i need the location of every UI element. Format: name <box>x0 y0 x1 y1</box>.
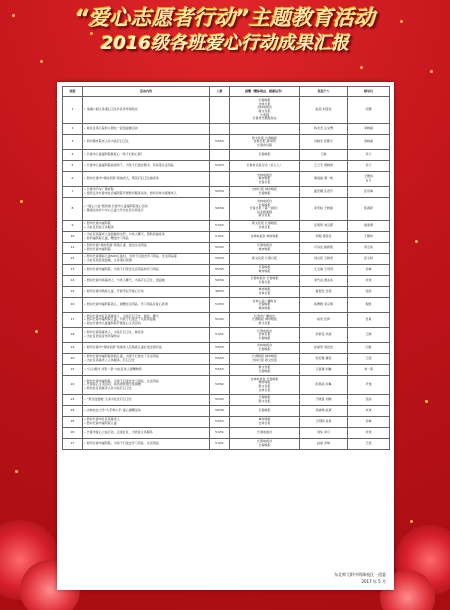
cell-count: 51/51 <box>210 428 230 439</box>
cell-donation: 新文化报 长春晚报 <box>230 365 300 376</box>
cell-initiator: 杨雯 张伊 <box>300 313 348 328</box>
cell-donation: 吉林电视台 长春晚报 长春日报（第一颁奖） 东北新闻网 新文化报 <box>230 198 300 221</box>
cell-counselor: 李兰 <box>348 161 390 172</box>
cell-donation: 吉林电视台 城市晚报 <box>230 232 300 243</box>
table-row <box>63 376 390 395</box>
cell-initiator: 于晓莲 刘晓 <box>300 395 348 406</box>
cell-count: 51/53 <box>210 161 230 172</box>
cell-counselor: 王滢 <box>348 354 390 365</box>
sparkle <box>35 330 38 333</box>
column-header: 班级 <box>63 87 83 97</box>
cell-no: 14 <box>63 276 83 287</box>
table-row <box>63 97 390 124</box>
sparkle <box>360 66 363 69</box>
cell-no: 2 <box>63 124 83 135</box>
table-row <box>63 406 390 417</box>
table-row <box>63 276 390 287</box>
cell-count: 56/56 <box>210 198 230 221</box>
table-row <box>63 172 390 187</box>
title-block <box>0 6 450 56</box>
cell-initiator: 赵茹 刘佳莹 <box>300 97 348 124</box>
cell-initiator: 杨龙龙 吕文博 <box>300 124 348 135</box>
cell-count: 56/56 <box>210 276 230 287</box>
cell-counselor: 刘一燕 <box>348 365 390 376</box>
cell-counselor: 王雅伟 <box>348 232 390 243</box>
table-row <box>63 328 390 343</box>
cell-no: 16 <box>63 298 83 313</box>
column-header: 发起个人 <box>300 87 348 97</box>
table-row <box>63 232 390 243</box>
cell-counselor: 施泰源 <box>348 221 390 232</box>
cell-count: 52/54 <box>210 187 230 198</box>
table-row <box>63 354 390 365</box>
cell-content: • 慰问长春市残疾儿童，开展手拉手爱心行动 <box>83 287 210 298</box>
table-row <box>63 124 390 135</box>
cell-counselor: 李兰 <box>348 150 390 161</box>
cell-counselor: 朱欢 <box>348 406 390 417</box>
table-header-row <box>63 87 390 97</box>
cell-content: • 慰问长春市福利院，为孩子们送去学习用品、生活用品 <box>83 439 210 450</box>
activity-table <box>62 86 390 450</box>
cell-content: • 慰问长春市福利院，为孩子们送去学习用品、生活用品 • 开展爱心义卖活动，将所得款项全部捐赠 • 慰问社区孤寡老人并为其打扫卫生 <box>83 376 210 395</box>
page-subtitle: 2016级各班爱心行动成果汇报 <box>100 33 350 54</box>
cell-count: 56/56 <box>210 406 230 417</box>
cell-no: 7 <box>63 187 83 198</box>
cell-counselor: 王滢 <box>348 439 390 450</box>
cell-count <box>210 172 230 187</box>
cell-initiator: 刘华 李月 <box>300 428 348 439</box>
cell-donation: 长春电视台 长春晚报 长春日报 <box>230 276 300 287</box>
table-row <box>63 150 390 161</box>
cell-donation: 吉林人民广播电台 长春晚报 城市晚报 <box>230 298 300 313</box>
cell-no: 19 <box>63 343 83 354</box>
table-row <box>63 313 390 328</box>
cell-no: 8 <box>63 198 83 221</box>
cell-no: 12 <box>63 254 83 265</box>
cell-no: 9 <box>63 221 83 232</box>
cell-counselor: 朱欢 <box>348 428 390 439</box>
cell-count: 51/51 <box>210 232 230 243</box>
cell-counselor: 宋娜 <box>348 97 390 124</box>
cell-count: 53/53 <box>210 365 230 376</box>
cell-content: • 慰问长春市福利院，为孩子们带去生活用品和学习用品 <box>83 265 210 276</box>
cell-content: • 慰问长春市孤寡老人，与老人聊天，为其打扫卫生，送温暖 <box>83 276 210 287</box>
cell-initiator: 李紫莹 朱娟 <box>300 328 348 343</box>
cell-counselor: 尹逸 <box>348 376 390 395</box>
cell-counselor: 张有梅 <box>348 187 390 198</box>
cell-no: 27 <box>63 439 83 450</box>
sparkle <box>40 60 43 63</box>
cell-content: • 南湖公园义务清扫卫生并宣传环保知识 <box>83 97 210 124</box>
cell-no: 6 <box>63 172 83 187</box>
cell-initiator: 孙丽雪 刘世洁 <box>300 343 348 354</box>
table-row <box>63 365 390 376</box>
cell-initiator: 武晓琪 赵琦 <box>300 406 348 417</box>
cell-count: 52/52 <box>210 417 230 428</box>
cell-initiator: 李竹贞 唐冰冰 <box>300 276 348 287</box>
cell-initiator: 王文瑜 王玥玥 <box>300 265 348 276</box>
table-row <box>63 243 390 254</box>
cell-donation: 吉林电视台 长春晚报 城市晚报 新文化报 吉林日报 <box>230 376 300 395</box>
cell-no: 21 <box>63 365 83 376</box>
cell-no: 10 <box>63 232 83 243</box>
page-title: “爱心志愿者行动”主题教育活动 <box>74 6 376 30</box>
cell-donation: 长春市关爱行动（启人人） <box>230 161 300 172</box>
cell-content: • 慰问长春市“我的家园”孤独老人，帮其打扫卫生做家务 <box>83 172 210 187</box>
sparkle <box>425 400 428 403</box>
cell-initiator: 唐雨涵 谭一鸣 <box>300 172 348 187</box>
table-row <box>63 198 390 221</box>
cell-initiator: 翟智浩 吕朋 <box>300 287 348 298</box>
table-row <box>63 417 390 428</box>
table-row <box>63 395 390 406</box>
cell-count: 52/52 <box>210 395 230 406</box>
cell-donation: 新文化报 长春晚报 吉林日报 <box>230 221 300 232</box>
cell-counselor: 李晓丽 <box>348 135 390 150</box>
cell-no: 15 <box>63 287 83 298</box>
cell-donation <box>230 124 300 135</box>
cell-content: • 慰问长春市福利院孤残儿童，为孩子们送去了生活用品 • 为社区孤寡老人义务服务，打扫卫生 <box>83 354 210 365</box>
cell-initiator: 杨博雅 李宗明 <box>300 298 348 313</box>
cell-no: 24 <box>63 406 83 417</box>
cell-initiator: 卢诗洁 崔新艳 <box>300 243 348 254</box>
table-row <box>63 428 390 439</box>
table-row <box>63 221 390 232</box>
cell-counselor: 王晓 <box>348 328 390 343</box>
cell-content: • 慰问长春市“我的家园”孤寡老人及残疾儿童并送去慰问品 <box>83 343 210 354</box>
cell-count: 51/53 <box>210 298 230 313</box>
column-header: 辅导员 <box>348 87 390 97</box>
cell-count: 52/52 <box>210 135 230 150</box>
cell-donation: 吉林电视台 长春晚报 <box>230 343 300 354</box>
table-row <box>63 298 390 313</box>
cell-donation: 城市晚报 吉林日报 <box>230 287 300 298</box>
cell-no: 18 <box>63 328 83 343</box>
cell-donation: 长春晚报 城市晚报 <box>230 265 300 276</box>
column-header: 捐赠（赠体现由、感谢信等） <box>230 87 300 97</box>
cell-donation: 长春电视台 城市晚报 <box>230 243 300 254</box>
cell-content: • 慰问长春“我的家园”孤残儿童，送去生活用品 • 慰问长春市福利院 <box>83 243 210 254</box>
column-header: 活动内容 <box>83 87 210 97</box>
cell-count: 52/52 <box>210 376 230 395</box>
sparkle <box>15 470 18 473</box>
cell-counselor: 李梅 <box>348 265 390 276</box>
table-row <box>63 287 390 298</box>
cell-content: • “以心相伴 共筑一起”为社区老人捐赠物资 <box>83 365 210 376</box>
cell-content: • 长春市儿童福利院看望孩子，为孩子们送去图书、玩具等生活用品 <box>83 161 210 172</box>
cell-no: 26 <box>63 428 83 439</box>
cell-initiator: 王新越 刘琳 <box>300 365 348 376</box>
footer-org: 东北师大附中明珠校区 · 团委 <box>334 572 386 577</box>
cell-content: • 慰问长春市福利院孤儿，捐赠生活用品、学习用品及爱心款项 <box>83 298 210 313</box>
cell-content: • 慰问长春市福利院 • 为社区居民义务服务 <box>83 221 210 232</box>
table-row <box>63 187 390 198</box>
cell-donation: 长春晚报 <box>230 150 300 161</box>
cell-content: • 前往区孤儿院的小朋友一起送温暖活动 <box>83 124 210 135</box>
cell-no: 5 <box>63 161 83 172</box>
cell-donation: 新文化报 长春晚报 吉林日报 新华网 长春市妇联 <box>230 135 300 150</box>
cell-initiator: 李笑晗 于晓蕾 <box>300 198 348 221</box>
cell-counselor: 吴曼 <box>348 313 390 328</box>
cell-initiator: 赵丽 李琪 <box>300 439 348 450</box>
cell-initiator: 杜宏雁 魏佳 <box>300 354 348 365</box>
cell-content: • 慰问敬老院老人并为其打扫卫生 <box>83 135 210 150</box>
cell-no: 23 <box>63 395 83 406</box>
cell-counselor: 孙玉娇 <box>348 254 390 265</box>
cell-count <box>210 97 230 124</box>
cell-donation: 吉林日报 城市晚报 长春晚报 <box>230 187 300 198</box>
cell-initiator: 张明琦 刘云霞 <box>300 221 348 232</box>
cell-donation: 长春电视台 长春晚报 <box>230 439 300 450</box>
cell-donation: 新文化报 长春日报 <box>230 254 300 265</box>
table-row <box>63 254 390 265</box>
cell-content: • “寒冬送温暖”义务为社区打扫卫生 <box>83 395 210 406</box>
cell-initiator: 陈思雨 李琳 <box>300 376 348 395</box>
cell-content: • 慰问长春国际儿童SOS儿童村，为孩子们送去学习用品、生活用品等 • 为社区居民送温暖，义务清扫街道 <box>83 254 210 265</box>
cell-donation: 长春电视台 吉林日报 长春晚报 <box>230 328 300 343</box>
cell-content: • 吉林农业大学“大手牵小手”爱心捐赠活动 <box>83 406 210 417</box>
cell-initiator: 李聪 谭佳宜 <box>300 232 348 243</box>
cell-count: 51/51 <box>210 328 230 343</box>
cell-counselor: 朱欢 <box>348 276 390 287</box>
cell-counselor: 陈春阳 <box>348 198 390 221</box>
table-row <box>63 343 390 354</box>
table-row <box>63 135 390 150</box>
cell-counselor: 李芷炫 <box>348 243 390 254</box>
cell-count: 54/54 <box>210 254 230 265</box>
cell-donation: 长春晚报 吉林日报 吉林电视台 新文化报 长春网 长春市志愿服务站 <box>230 97 300 124</box>
sparkle <box>430 70 433 73</box>
cell-initiator: 刘文佳 王晓雪 <box>300 254 348 265</box>
cell-count: 48/53 <box>210 287 230 298</box>
cell-initiator: 王敏 <box>300 150 348 161</box>
cell-donation: 长春电视台 <box>230 428 300 439</box>
cell-count: 53/55 <box>210 343 230 354</box>
cell-no: 17 <box>63 313 83 328</box>
cell-content: • 为社区孤寡老人送温暖和关怀，与老人聊天，帮助其做家务 • 慰问福利院儿童，赠送学习用品 <box>83 232 210 243</box>
cell-content: • “微尘公益”服务团·长春市儿童福利院爱心活动 • 募捐活动并与中心儿童大学生社区共同进行 <box>83 198 210 221</box>
cell-counselor: 程凯 <box>348 298 390 313</box>
footer-date: 2017 年 5 月 <box>361 579 386 584</box>
cell-no: 22 <box>63 376 83 395</box>
cell-counselor: 王雅伟 古义 <box>348 172 390 187</box>
cell-no: 11 <box>63 243 83 254</box>
table-body <box>63 97 390 450</box>
cell-count: 51/52 <box>210 221 230 232</box>
cell-content: • 长春市爱心公益行动，走进社区，为居民义务服务 <box>83 428 210 439</box>
cell-donation: 长春晚报 <box>230 406 300 417</box>
sparkle <box>415 240 418 243</box>
table-row <box>63 161 390 172</box>
sparkle <box>410 520 413 523</box>
table-row <box>63 265 390 276</box>
cell-content: • 慰问长春孤寡老人，为其打扫卫生、做家务 • 为社区居民宣传环保知识 <box>83 328 210 343</box>
cell-count: 55/55 <box>210 265 230 276</box>
cell-no: 20 <box>63 354 83 365</box>
cell-content: • 长春市儿童福利院献爱心（孩子们的心愿） <box>83 150 210 161</box>
cell-count: 52/52 <box>210 243 230 254</box>
cell-donation: 长春晚报 新文化报 <box>230 395 300 406</box>
cell-donation: 城市晚报 吉林日报 <box>230 417 300 428</box>
cell-count: 52/52 <box>210 313 230 328</box>
cell-initiator: 王明明 袁君 <box>300 417 348 428</box>
table-row <box>63 439 390 450</box>
cell-count <box>210 150 230 161</box>
sparkle <box>20 200 23 203</box>
cell-no: 13 <box>63 265 83 276</box>
cell-count: 52/52 <box>210 354 230 365</box>
cell-content: • 长春市汽车厂敬老院 • 组织走访长春市社会福利院开展慰问服务活动，慰问对象为困难老人 <box>83 187 210 198</box>
cell-no: 1 <box>63 97 83 124</box>
cell-donation: 长春晚报 城市晚报 吉林日报 新文化报 <box>230 354 300 365</box>
cell-donation: 吉林电视台 城市晚报 长春日报 <box>230 172 300 187</box>
cell-count: 51/51 <box>210 439 230 450</box>
cell-count <box>210 124 230 135</box>
cell-no: 25 <box>63 417 83 428</box>
cell-content: • 慰问长春市社区孤寡老人 • 慰问长春市福利院儿童 <box>83 417 210 428</box>
cell-counselor: 李晓娟 <box>348 124 390 135</box>
cell-counselor: 张丽 <box>348 395 390 406</box>
cell-content: • 慰问长春市社区孤寡老人，为其打扫卫生、做饭、聊天 • 慰问长春市福利院儿童，为孩子们送去了关爱和温暖 • 前往长春市儿童福利院开展爱心义卖活动 <box>83 313 210 328</box>
cell-counselor: 李梅 <box>348 417 390 428</box>
cell-counselor: 闫星 <box>348 343 390 354</box>
cell-initiator: 闫晓光 张熙元 <box>300 135 348 150</box>
report-sheet <box>57 82 394 590</box>
column-header: 人数 <box>210 87 230 97</box>
cell-initiator: 王兰芳 周晓雨 <box>300 161 348 172</box>
cell-counselor: 张雨 <box>348 287 390 298</box>
cell-no: 4 <box>63 150 83 161</box>
cell-donation: 长春市广播电台 长春晚报 城市晚报 新文化报 <box>230 313 300 328</box>
cell-initiator: 董茗卿 张君宇 <box>300 187 348 198</box>
cell-no: 3 <box>63 135 83 150</box>
